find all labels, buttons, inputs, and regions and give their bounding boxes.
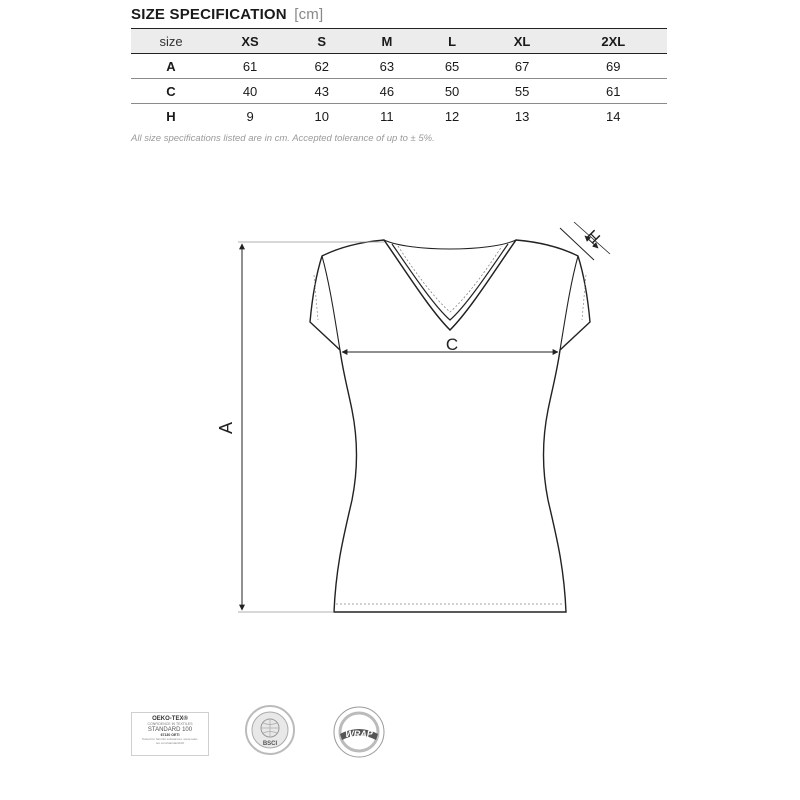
header-s: S [289,29,354,54]
table-cell: 9 [246,108,254,124]
row-label: C [131,79,211,104]
header-l: L [419,29,484,54]
tolerance-note: All size specifications listed are in cm. Accepted tolerance of up to ± 5%. [131,133,435,144]
bsci-name: BSCI [262,741,278,747]
tshirt-outline [310,240,590,612]
label-c: C [445,335,459,354]
oeko-code: 67130 OETI [160,733,180,737]
table-cell: 46 [354,79,419,104]
label-a: A [216,421,236,435]
label-h: H [582,227,603,248]
table-cell: 55 [485,79,560,104]
table-cell: 63 [354,54,419,79]
wrap-logo [330,704,388,760]
table-cell: 62 [289,54,354,79]
table-cell: 43 [289,79,354,104]
table-cell: 65 [419,54,484,79]
table-cell: 50 [419,79,484,104]
table-cell: 61 [560,79,667,104]
oeko-small: Tested for harmful substances. www.oeko-tex.com/standard100 [141,737,199,745]
row-label: H [166,108,176,124]
row-label: A [131,54,211,79]
table-cell: 40 [211,79,289,104]
header-2xl: 2XL [560,29,667,54]
table-cell: 10 [314,108,329,124]
oeko-line1: CONFIDENCE IN TEXTILES [147,722,193,726]
oeko-name: OEKO-TEX® [152,716,188,722]
header-size: size [131,29,211,54]
table-cell: 12 [444,108,460,124]
title-unit: [cm] [294,6,324,23]
bsci-logo [244,704,296,756]
header-m: M [354,29,419,54]
table-cell: 13 [514,108,530,124]
header-xl: XL [485,29,560,54]
title-text: SIZE SPECIFICATION [131,6,287,23]
oeko-line2: STANDARD 100 [147,727,193,733]
wrap-name: WRAP [345,729,373,739]
header-xs: XS [211,29,289,54]
table-cell: 61 [211,54,289,79]
table-cell: 14 [606,108,621,124]
table-cell: 67 [485,54,560,79]
table-cell: 11 [380,108,394,124]
oeko-tex-logo [131,712,209,756]
table-cell: 69 [560,54,667,79]
